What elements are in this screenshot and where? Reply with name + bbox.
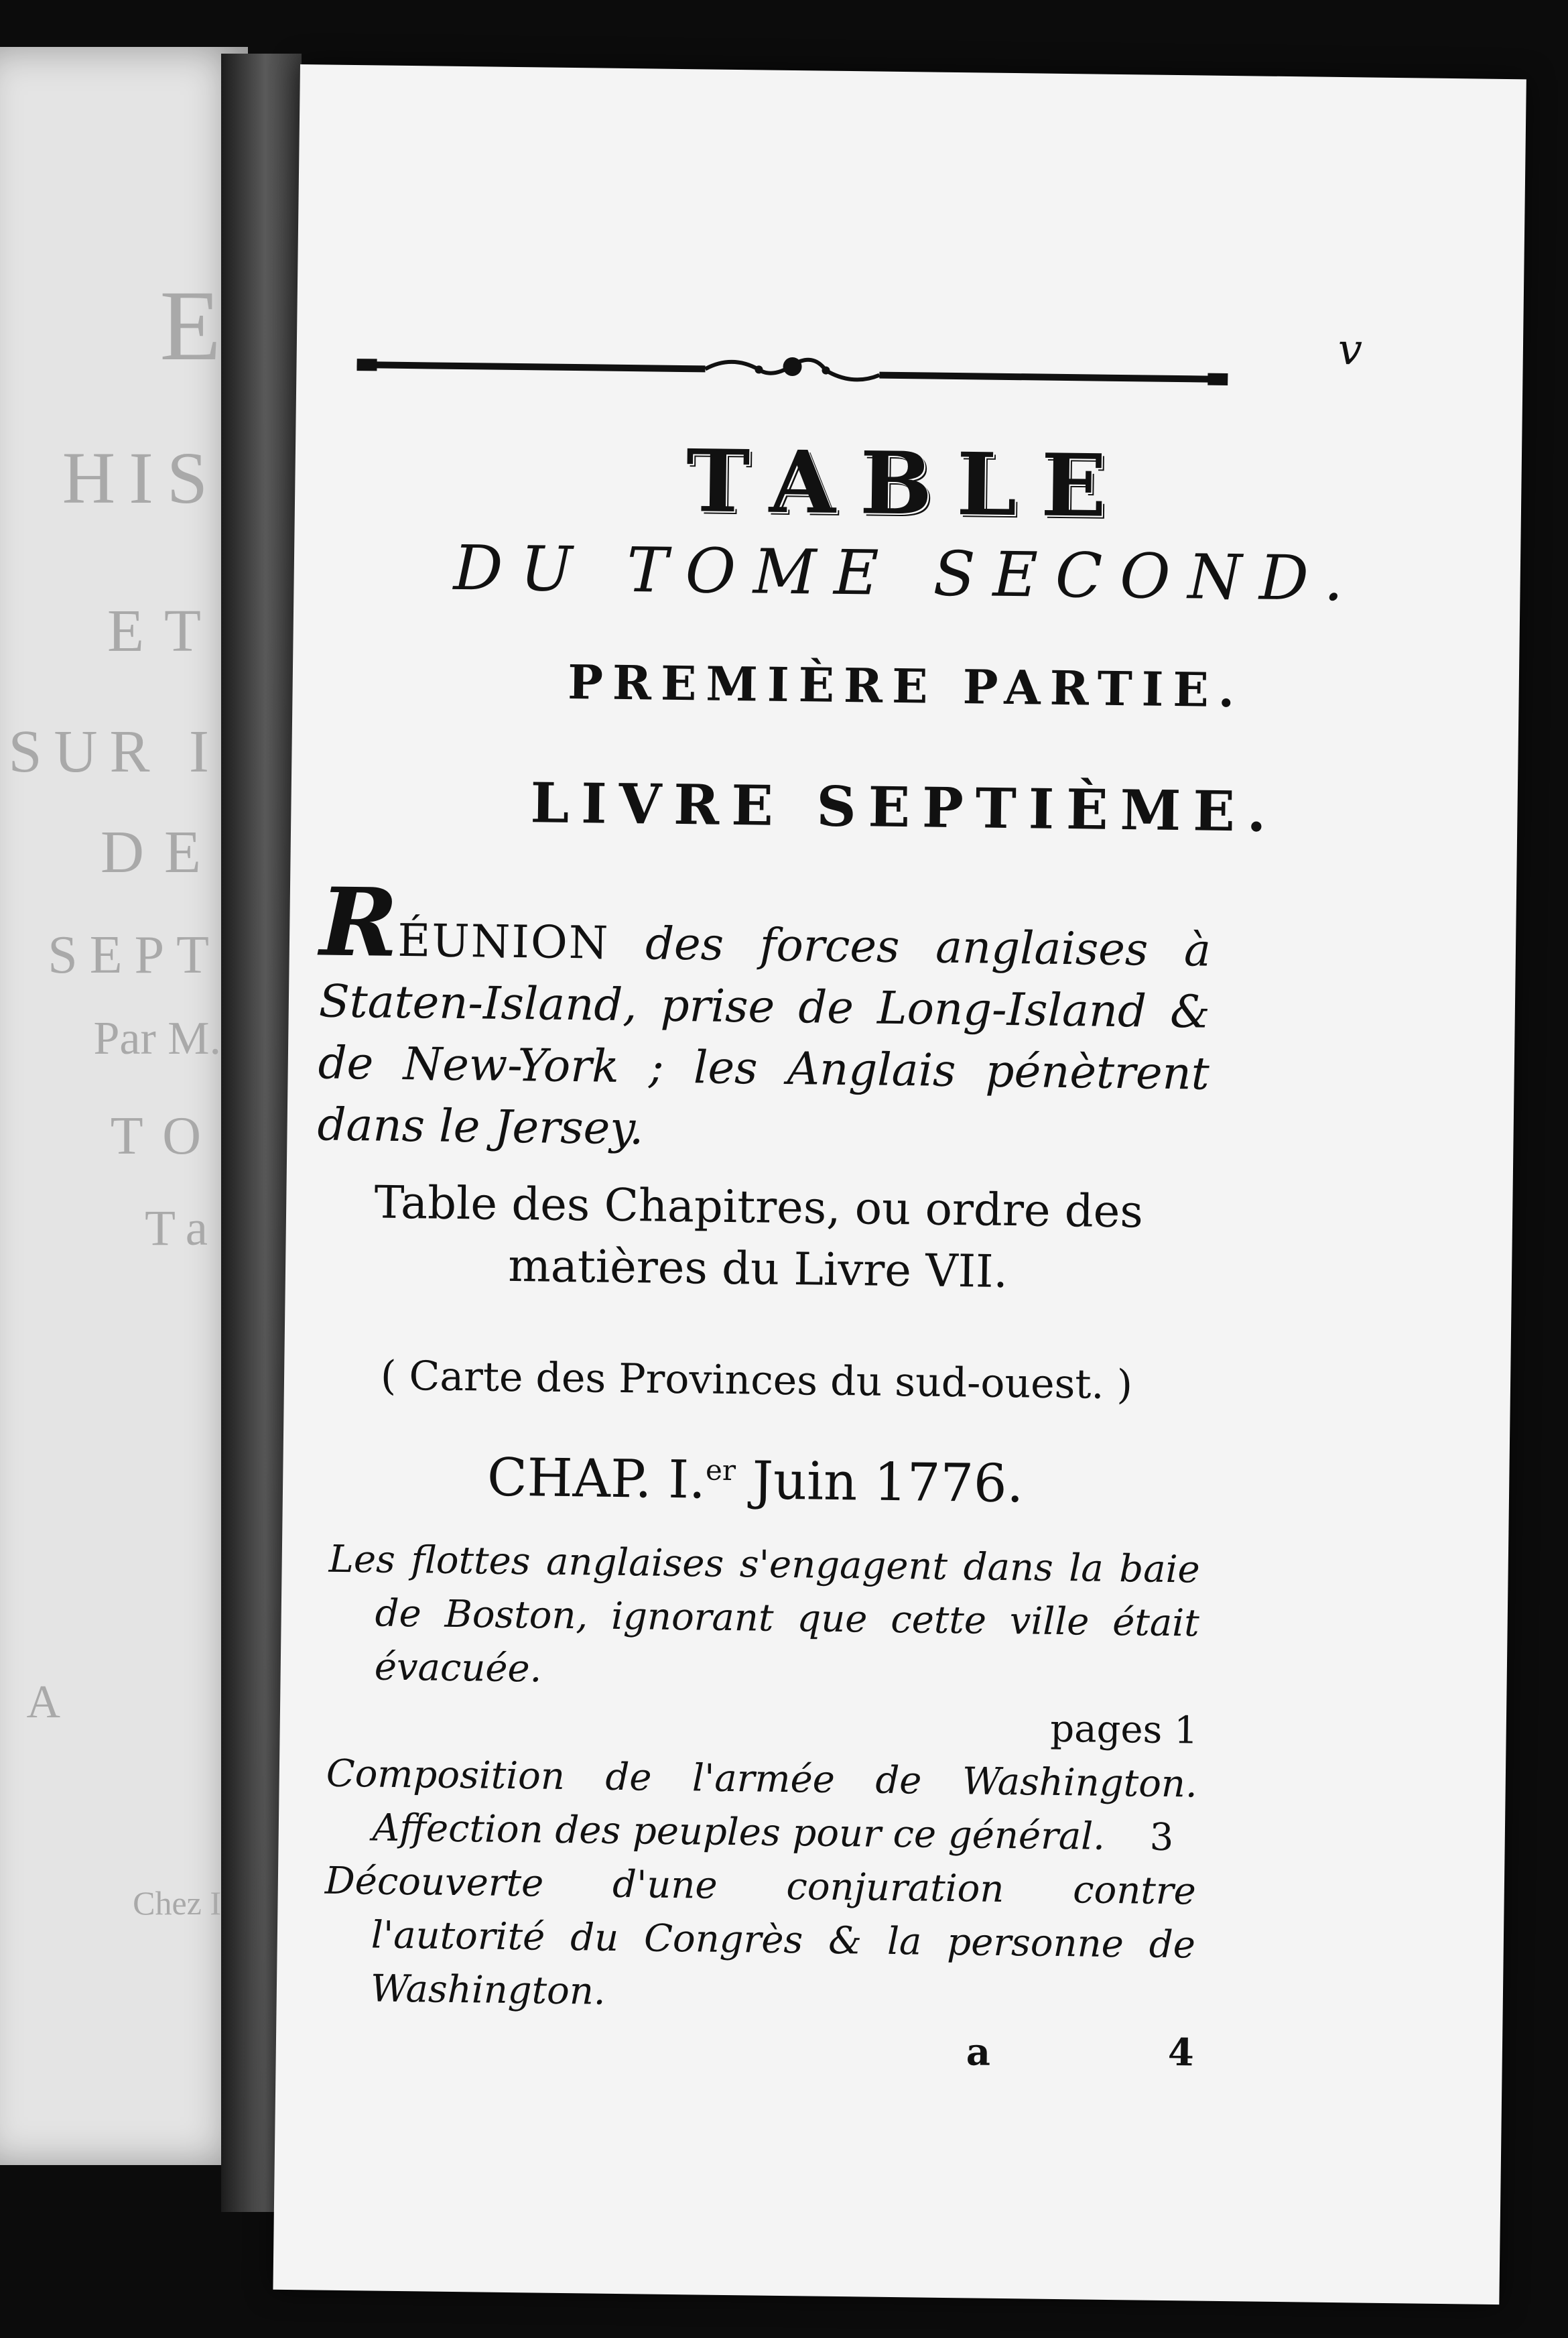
entry-text: Découverte d'une conjuration contre l'autorité du Congrès & la personne de Washington.: [324, 1859, 1197, 2014]
chapter-date: Juin 1776.: [735, 1451, 1024, 1515]
summary-smallcaps: ÉUNION: [397, 914, 610, 969]
entry-text: Composition de l'armée de Washington. Affection des peuples pour ce général.: [326, 1751, 1198, 1859]
facing-page: [0, 47, 248, 2165]
facing-fragment: A: [26, 1676, 60, 1728]
page-subtitle: DU TOME SECOND.: [453, 532, 1362, 615]
toc-entry: [325, 1747, 1197, 1865]
part-heading: PREMIÈRE PARTIE.: [567, 654, 1244, 719]
ornamental-rule-icon: [356, 347, 1228, 397]
facing-fragment: HIS: [62, 437, 221, 519]
facing-fragment: Ta: [145, 1201, 221, 1256]
chapter-heading: [310, 1445, 1201, 1516]
toc-entries: [322, 1533, 1200, 2081]
book-heading: LIVRE SEPTIÈME.: [530, 771, 1279, 845]
entry-page-ref: 3: [1149, 1815, 1174, 1860]
entry-page-ref: pages 1: [1049, 1707, 1199, 1753]
facing-fragment: DE: [101, 819, 221, 885]
facing-fragment: TO: [110, 1107, 221, 1166]
facing-fragment: E: [159, 270, 221, 381]
signature-mark: a: [966, 2030, 991, 2075]
facing-fragment: Par M.: [93, 1013, 221, 1064]
map-note: ( Carte des Provinces du sud-ouest. ): [380, 1352, 1133, 1409]
chapter-sup: er: [705, 1453, 736, 1487]
facing-fragment: SUR I: [8, 719, 221, 785]
toc-heading: Table des Chapitres, ou ordre des matières du Livre VII.: [374, 1176, 1144, 1298]
book-page: [273, 64, 1526, 2304]
toc-entry: [326, 1533, 1200, 1758]
facing-fragment: ET: [107, 598, 221, 664]
facing-page-text: [0, 47, 248, 2165]
page-title: TABLE: [685, 431, 1131, 538]
page-content: [273, 64, 1526, 2304]
facing-fragment: Chez I: [133, 1884, 221, 1922]
facing-fragment: SEPT: [48, 926, 221, 985]
drop-cap: R: [319, 867, 399, 979]
summary-text: des forces anglaises à Staten-Island, prise de Long-Island & de New-York ; les Anglais pénètrent dans le Jersey.: [317, 916, 1212, 1155]
page-number: v: [1337, 324, 1363, 375]
entry-page-ref: 4: [1167, 2030, 1195, 2075]
toc-entry: [322, 1855, 1196, 2081]
entry-text: Les flottes anglaises s'engagent dans la baie de Boston, ignorant que cette ville était évacuée.: [328, 1537, 1201, 1691]
book-summary: [317, 867, 1212, 1166]
chapter-label: CHAP. I.: [486, 1447, 706, 1511]
